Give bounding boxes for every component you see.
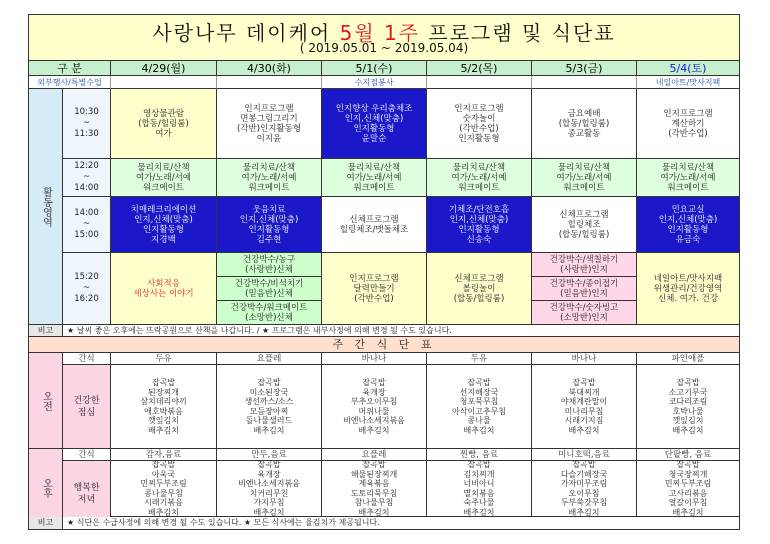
title-week-highlight: 5월 1주 (339, 21, 421, 45)
am-snack-fri: 바나나 (532, 353, 637, 365)
dinner-label: 행복한 저녁 (63, 461, 111, 527)
remark2-label: 비고 (29, 517, 63, 529)
header-category: 구 분 (29, 61, 111, 76)
time-slot-1: 10:30 ~ 11:30 (63, 89, 111, 159)
header-day-sat: 5/4(토) (637, 61, 739, 76)
header-day-mon: 4/29(월) (111, 61, 217, 76)
date-range: ( 2019.05.01 ~ 2019.05.04) (299, 41, 469, 55)
pm-snack-tue: 만두,음료 (217, 449, 322, 461)
program-r4-thu: 신체프로그램 볼링놀이 (합동/힐링룸) (427, 253, 532, 325)
program-r3-thu: 기체조/단전호흡 인지,신체(맞춤) 인지활동형 신송숙 (427, 197, 532, 253)
special-event-label: 외부행사/특별수업 (29, 76, 111, 89)
program-r1-fri: 금요예배 (합동/힐링룸) 종교활동 (532, 89, 637, 159)
am-snack-label: 간식 (63, 353, 111, 365)
remark1-label: 비고 (29, 325, 63, 337)
time-slot-3: 14:00 ~ 15:00 (63, 197, 111, 253)
program-r3-wed: 신체프로그램 힐링체조/맷돌체조 (322, 197, 427, 253)
program-r1-thu: 인지프로그램 숫자놀이 (각반수업) 인지활동형 (427, 89, 532, 159)
program-r2-sat: 물리치료/산책 여가/노래/서예 워크메이트 (637, 159, 739, 197)
program-r1-sat: 인지프로그램 계산하기 (각반수업) (637, 89, 739, 159)
program-r4-tue-c: 건강박수/워크메이트 (소망반)신체 (217, 301, 322, 325)
special-event-sat: 네일아트/맛사지팩 (637, 76, 739, 89)
program-r2-wed: 물리치료/산책 여가/노래/서예 워크메이트 (322, 159, 427, 197)
activity-area-label: 활동영역 (29, 89, 63, 325)
program-r2-thu: 물리치료/산책 여가/노래/서예 워크메이트 (427, 159, 532, 197)
program-r4-tue-a: 건강박수/농구 (사랑반)신체 (217, 253, 322, 277)
dinner-menu-fri: 잡곡밥 다슬기해장국 가자미무조림 오이무침 두부쑥갓무침 배추김치 (532, 461, 637, 517)
afternoon-label: 오후 (29, 449, 63, 527)
dinner-menu-thu: 잡곡밥 김치찌개 너비아니 멸치볶음 숙주나물 배추김치 (427, 461, 532, 517)
special-event-fri (532, 76, 637, 89)
pm-snack-wed: 요플레 (322, 449, 427, 461)
dinner-menu-mon: 잡곡밥 아욱국 민찌두부조림 콩나물무침 시래기볶음 배추김치 (111, 461, 217, 517)
am-snack-wed: 바나나 (322, 353, 427, 365)
lunch-menu-wed: 잡곡밥 육개장 부추오이무침 머위나물 비엔나소세지볶음 배추김치 (322, 365, 427, 449)
title-bar (29, 15, 739, 61)
program-r2-fri: 물리치료/산책 여가/노래/서예 워크메이트 (532, 159, 637, 197)
header-day-fri: 5/3(금) (532, 61, 637, 76)
program-r4-fri-b: 건강박수/종이접기 (믿음반)인지 (532, 277, 637, 301)
time-slot-4: 15:20 ~ 16:20 (63, 253, 111, 325)
remark2-text: ★ 식단은 수급사정에 의해 변경 될 수도 있습니다. ★ 모든 식사에는 율김치가 제공됩니다. (63, 517, 739, 529)
pm-snack-thu: 찐빵, 음료 (427, 449, 532, 461)
pm-snack-fri: 미니호떡,음료 (532, 449, 637, 461)
special-event-wed: 수지점봉사 (322, 76, 427, 89)
special-event-thu (427, 76, 532, 89)
program-r1-mon: 영상물관람 (합동/힐링룸) 여가 (111, 89, 217, 159)
program-r3-sat: 민요교실 인지,신체(맞춤) 인지활동형 유금숙 (637, 197, 739, 253)
time-slot-2: 12:20 ~ 14:00 (63, 159, 111, 197)
lunch-label: 건강한 점심 (63, 365, 111, 449)
am-snack-thu: 두유 (427, 353, 532, 365)
special-event-tue (217, 76, 322, 89)
lunch-menu-mon: 잡곡밥 된장찌개 삼치데리야끼 애호박볶음 깻잎김치 배추김치 (111, 365, 217, 449)
schedule-sheet (28, 14, 740, 530)
pm-snack-sat: 단팥빵, 음료 (637, 449, 739, 461)
program-r1-wed: 인지향상 우리춤체조 인지,신체(맞춤) 인지활동형 윤말순 (322, 89, 427, 159)
lunch-menu-fri: 잡곡밥 북대찌개 야채계란말이 미나리무침 시래기지짐 배추김치 (532, 365, 637, 449)
lunch-menu-sat: 잡곡밥 소고기무국 코다리조림 호박나물 깻잎김치 배추김치 (637, 365, 739, 449)
program-r4-fri-c: 건강박수/숫자빙고 (소망반)인지 (532, 301, 637, 325)
am-snack-sat: 파인애플 (637, 353, 739, 365)
program-r2-mon: 물리치료/산책 여가/노래/서예 워크메이트 (111, 159, 217, 197)
program-r3-tue: 웃음치료 인지,신체(맞춤) 인지활동형 김주현 (217, 197, 322, 253)
program-r3-fri: 신체프로그램 힐링체조 (합동/힐링룸) (532, 197, 637, 253)
special-event-mon (111, 76, 217, 89)
lunch-menu-thu: 잡곡밥 선지해장국 청포묵무침 아삭이고추무침 콩나물 배추김치 (427, 365, 532, 449)
morning-label: 오전 (29, 353, 63, 449)
menu-title: 주 간 식 단 표 (29, 337, 739, 353)
header-day-thu: 5/2(목) (427, 61, 532, 76)
page-title: 사랑나무 데이케어 5월 1주 프로그램 및 식단표 (152, 21, 616, 45)
program-r3-mon: 치매레크리에이션 인지,신체(맞춤) 인지활동형 지경백 (111, 197, 217, 253)
dinner-menu-tue: 잡곡밥 육개장 비엔나소세지볶음 치커리무친 가지무침 배추김치 (217, 461, 322, 517)
pm-snack-label: 간식 (63, 449, 111, 461)
program-r4-wed: 인지프로그램 달력만들기 (각반수업) (322, 253, 427, 325)
dinner-menu-sat: 잡곡밥 청국장찌개 민찌두부조림 고사리볶음 얼갈이무침 배추김치 (637, 461, 739, 517)
am-snack-tue: 요플레 (217, 353, 322, 365)
program-r4-tue-b: 건강박수/비석치기 (믿음반)신체 (217, 277, 322, 301)
pm-snack-mon: 감자,음료 (111, 449, 217, 461)
program-r2-tue: 물리치료/산책 여가/노래/서예 워크메이트 (217, 159, 322, 197)
header-day-tue: 4/30(화) (217, 61, 322, 76)
header-day-wed: 5/1(수) (322, 61, 427, 76)
program-r4-sat: 네일아트/맛사지팩 위생관리/건강영역 신체. 여가. 건강 (637, 253, 739, 325)
am-snack-mon: 두유 (111, 353, 217, 365)
program-r4-mon: 사회적응 세상사는 이야기 (111, 253, 217, 325)
remark1-text: ★ 날씨 좋은 오후에는 뜨락공원으로 산책을 나갑니다. / ★ 프로그램은 내부사정에 의해 변경 될 수도 있습니다. (63, 325, 739, 337)
dinner-menu-wed: 잡곡밥 해물된장찌개 제육볶음 도토리묵무침 참나물무침 배추김치 (322, 461, 427, 517)
program-r1-tue: 인지프로그램 면봉그림그리기 (각반)인지활동형 이지윤 (217, 89, 322, 159)
lunch-menu-tue: 잡곡밥 미소된장국 생선까스/소스 모듬장아찌 돌나물샐러드 배추김치 (217, 365, 322, 449)
program-r4-fri-a: 건강박수/색칠하기 (사랑반)인지 (532, 253, 637, 277)
